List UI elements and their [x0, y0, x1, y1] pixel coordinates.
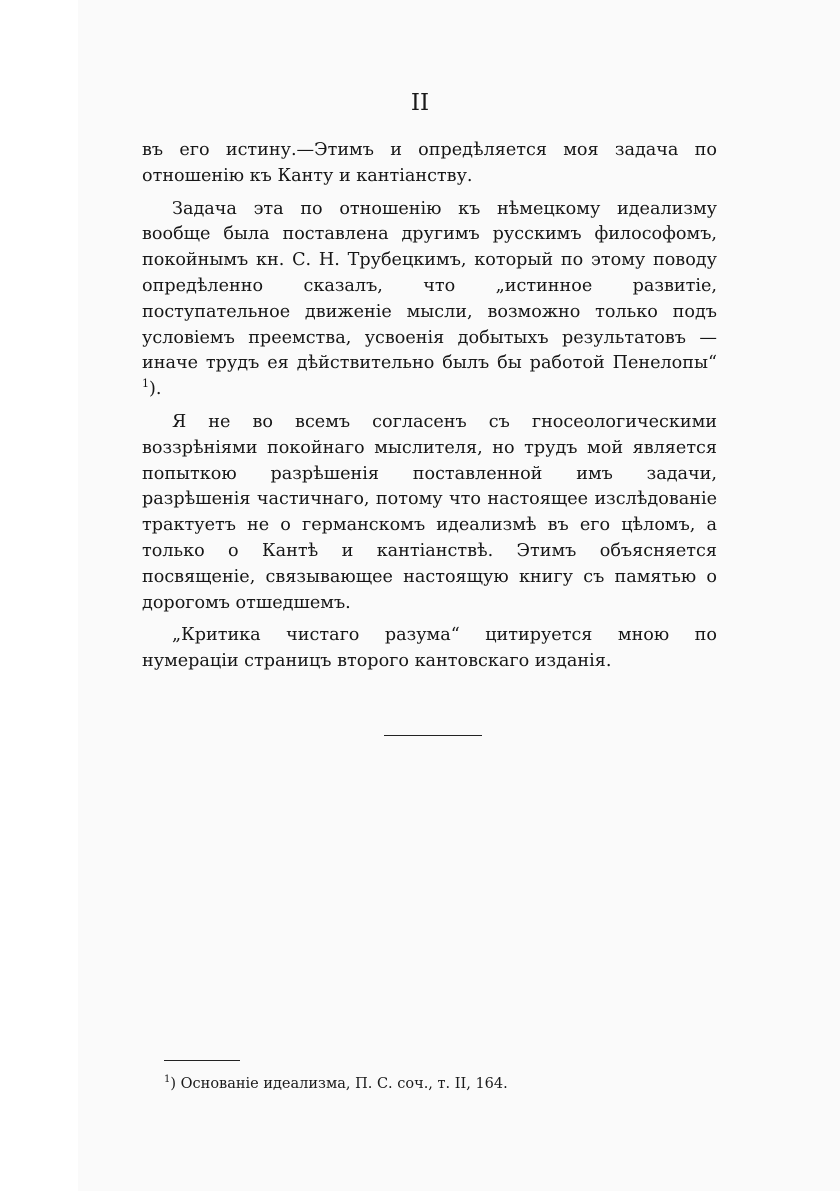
paragraph-4: „Критика чистаго разума“ цитируется мною по нумераціи страницъ второго кантовскаго изданія.: [142, 625, 717, 672]
paragraph-2: [142, 197, 717, 403]
footnote-text: ) Основаніе идеализма, П. С. соч., т. II, 164.: [170, 1076, 508, 1092]
footnote-reference[interactable]: 1: [142, 377, 149, 391]
footnote-divider: [164, 1060, 240, 1061]
page-number: II: [410, 90, 430, 116]
body-text: [142, 138, 717, 682]
section-divider: [384, 735, 482, 736]
footnote: [164, 1076, 508, 1092]
footnote-reference-tail: ).: [149, 379, 162, 400]
footnote-marker: 1: [164, 1074, 171, 1086]
paragraph-3: Я не во всемъ согласенъ съ гносеологическими воззрѣніями покойнаго мыслителя, но трудъ мой является попыткою разрѣшенія поставленной имъ задачи, разрѣшенія частичнаго, потому что настоящее изслѣдованіе трактуетъ не о германскомъ идеализмѣ въ его цѣломъ, а только о Кантѣ и кантіанствѣ. Этимъ объясняется посвященіе, связывающее настоящую книгу съ памятью о дорогомъ отшедшемъ.: [142, 411, 717, 613]
paragraph-2-text: Задача эта по отношенію къ нѣмецкому идеализму вообще была поставлена другимъ русскимъ философомъ, покойнымъ кн. С. Н. Трубецкимъ, который по этому поводу опредѣленно сказалъ, что „истинное развитіе, поступательное движеніе мысли, возможно только подъ условіемъ преемства, усвоенія добытыхъ результатовъ — иначе трудъ ея дѣйствительно былъ бы работой Пенелопы“: [142, 198, 717, 374]
paragraph-1: въ его истину.—Этимъ и опредѣляется моя задача по отношенію къ Канту и кантіанству.: [142, 140, 717, 186]
